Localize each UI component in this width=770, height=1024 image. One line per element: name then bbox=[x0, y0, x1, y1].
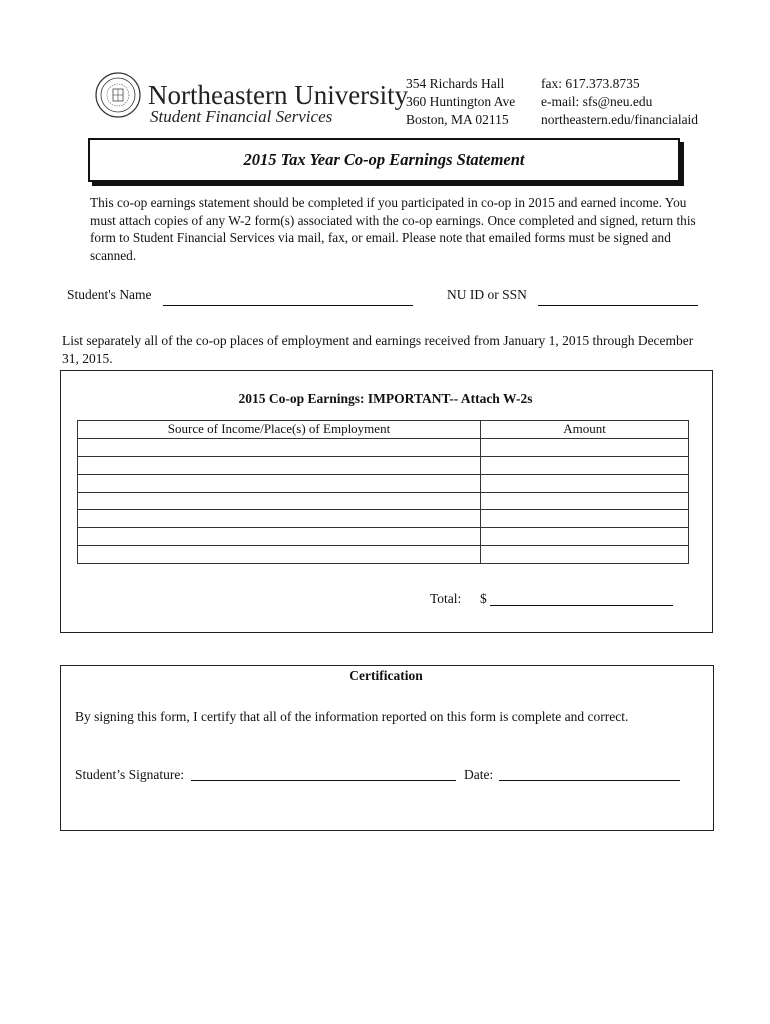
student-name-label: Student's Name bbox=[67, 287, 152, 302]
source-cell[interactable] bbox=[78, 474, 481, 492]
amount-cell[interactable] bbox=[481, 528, 689, 546]
source-cell[interactable] bbox=[78, 546, 481, 564]
total-amount-field[interactable] bbox=[490, 593, 673, 606]
list-instruction: List separately all of the co-op places of employment and earnings received from January 1, 2015 through December 31, 2015. bbox=[62, 333, 694, 366]
mailing-address bbox=[406, 75, 515, 129]
amount-cell[interactable] bbox=[481, 456, 689, 474]
website-url: northeastern.edu/financialaid bbox=[541, 112, 699, 127]
source-cell[interactable] bbox=[78, 438, 481, 456]
address-line: Boston, MA 02115 bbox=[406, 112, 509, 127]
signature-field[interactable] bbox=[191, 767, 456, 781]
signature-label: Student’s Signature: bbox=[75, 767, 185, 782]
nu-id-field[interactable] bbox=[538, 290, 698, 306]
earnings-table bbox=[77, 420, 689, 564]
address-line: 360 Huntington Ave bbox=[406, 94, 516, 109]
university-name: Northeastern University bbox=[148, 80, 409, 110]
table-row bbox=[78, 510, 689, 528]
form-title-box bbox=[88, 138, 680, 182]
student-name-field[interactable] bbox=[163, 290, 413, 306]
table-row bbox=[78, 438, 689, 456]
certification-title: Certification bbox=[349, 668, 423, 683]
intro-paragraph: This co-op earnings statement should be completed if you participated in co-op in 2015 and earned income. You must attach copies of any W-2 form(s) associated with the co-op earnings. Once completed and signed, return this form to Student Financial Services via mail, fax, or email. Please note that emailed forms must be signed and scanned. bbox=[90, 195, 696, 263]
fax-number: fax: 617.373.8735 bbox=[541, 76, 640, 91]
amount-cell[interactable] bbox=[481, 510, 689, 528]
contact-info bbox=[541, 75, 698, 129]
university-seal-icon bbox=[95, 72, 141, 118]
table-header-row bbox=[78, 421, 689, 439]
certification-statement: By signing this form, I certify that all of the information reported on this form is complete and correct. bbox=[75, 709, 629, 724]
table-row bbox=[78, 474, 689, 492]
amount-cell[interactable] bbox=[481, 438, 689, 456]
total-label: Total: bbox=[430, 591, 462, 606]
department-name: Student Financial Services bbox=[150, 107, 333, 126]
table-row bbox=[78, 456, 689, 474]
earnings-title: 2015 Co-op Earnings: IMPORTANT-- Attach W-2s bbox=[238, 391, 533, 406]
table-row bbox=[78, 492, 689, 510]
amount-column-header: Amount bbox=[481, 421, 689, 439]
source-cell[interactable] bbox=[78, 510, 481, 528]
email-address: e-mail: sfs@neu.edu bbox=[541, 94, 653, 109]
address-line: 354 Richards Hall bbox=[406, 76, 505, 91]
total-currency-symbol: $ bbox=[480, 591, 487, 606]
amount-cell[interactable] bbox=[481, 474, 689, 492]
date-label: Date: bbox=[464, 767, 494, 782]
source-cell[interactable] bbox=[78, 492, 481, 510]
source-cell[interactable] bbox=[78, 456, 481, 474]
form-title: 2015 Tax Year Co-op Earnings Statement bbox=[243, 150, 525, 169]
amount-cell[interactable] bbox=[481, 546, 689, 564]
table-row bbox=[78, 546, 689, 564]
amount-cell[interactable] bbox=[481, 492, 689, 510]
source-column-header: Source of Income/Place(s) of Employment bbox=[78, 421, 481, 439]
table-row bbox=[78, 528, 689, 546]
nu-id-label: NU ID or SSN bbox=[447, 287, 527, 302]
date-field[interactable] bbox=[499, 767, 680, 781]
source-cell[interactable] bbox=[78, 528, 481, 546]
certification-section bbox=[60, 665, 714, 831]
